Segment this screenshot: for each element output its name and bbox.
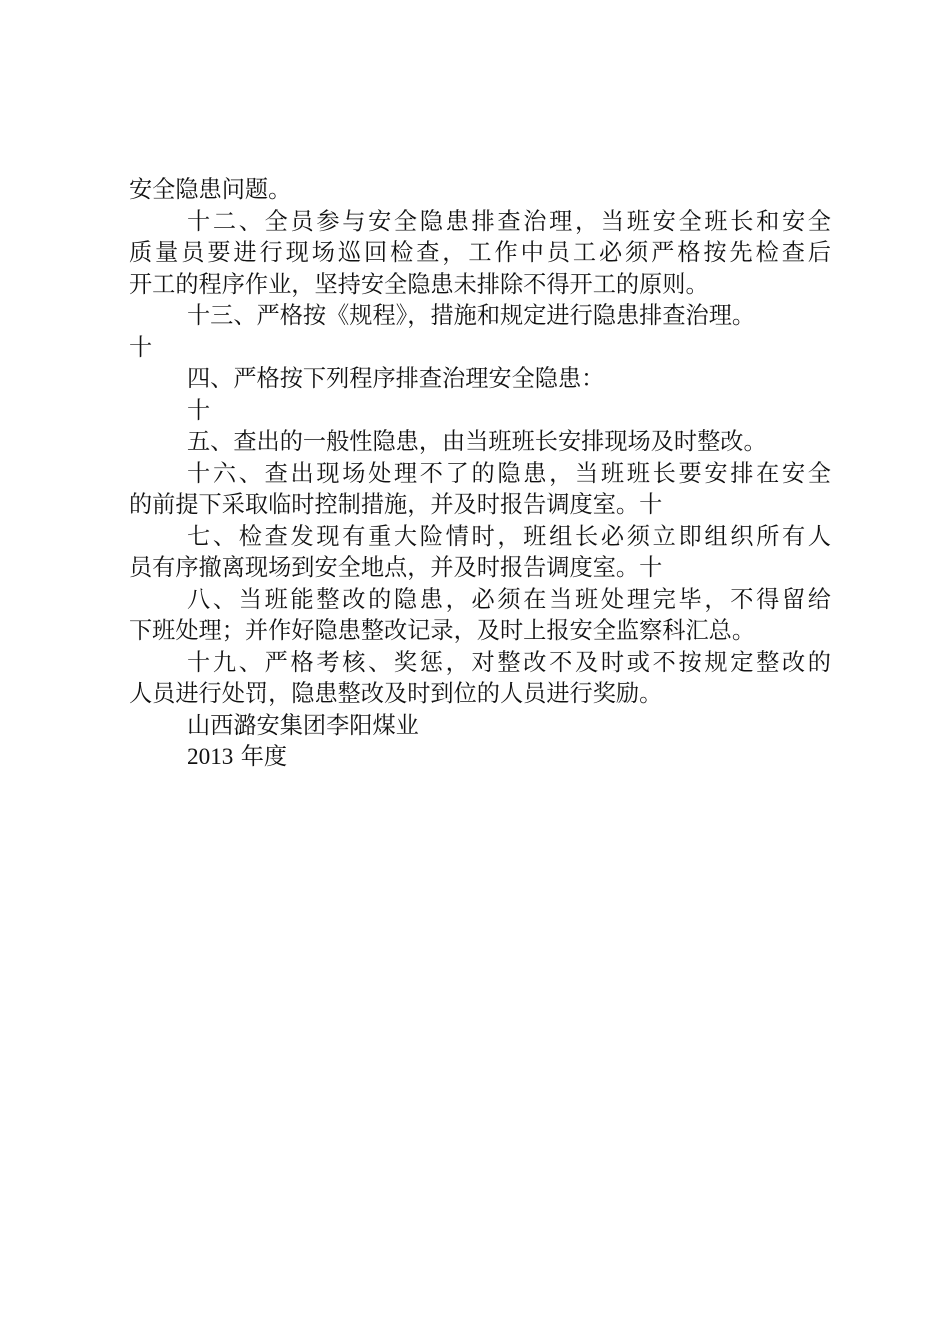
year-suffix: 年度	[240, 743, 288, 770]
document-page	[129, 174, 831, 774]
document-date-line	[129, 741, 831, 774]
text-line: 十六、查出现场处理不了的隐患，当班班长要安排在安全	[187, 459, 831, 487]
text-line: 质量员要进行现场巡回检查，工作中员工必须严格按先检查后	[129, 239, 831, 266]
text-line: 山西潞安集团李阳煤业	[187, 711, 419, 739]
text-line: 员有序撤离现场到安全地点，并及时报告调度室。十	[129, 554, 663, 581]
text-line: 十九、严格考核、奖惩，对整改不及时或不按规定整改的	[187, 648, 831, 676]
text-line: 开工的程序作业，坚持安全隐患未排除不得开工的原则。	[129, 270, 709, 298]
text-line: 十	[129, 333, 153, 361]
text-line: 十	[187, 396, 211, 424]
text-line: 十二、全员参与安全隐患排查治理，当班安全班长和安全	[187, 207, 831, 235]
text-line: 八、当班能整改的隐患，必须在当班处理完毕，不得留给	[187, 585, 831, 613]
text-line: 人员进行处罚，隐患整改及时到位的人员进行奖励。	[129, 680, 663, 707]
text-line: 五、查出的一般性隐患，由当班班长安排现场及时整改。	[187, 428, 767, 455]
text-line: 安全隐患问题。	[129, 176, 292, 203]
text-line: 的前提下采取临时控制措施，并及时报告调度室。十	[129, 491, 663, 518]
year-number: 2013	[187, 744, 234, 770]
text-line: 下班处理；并作好隐患整改记录，及时上报安全监察科汇总。	[129, 617, 756, 644]
text-line: 四、严格按下列程序排查治理安全隐患：	[187, 365, 605, 392]
text-line: 七、检查发现有重大险情时，班组长必须立即组织所有人	[187, 522, 831, 550]
document-body	[129, 174, 831, 741]
text-line: 十三、严格按《规程》，措施和规定进行隐患排查治理。	[187, 302, 756, 329]
